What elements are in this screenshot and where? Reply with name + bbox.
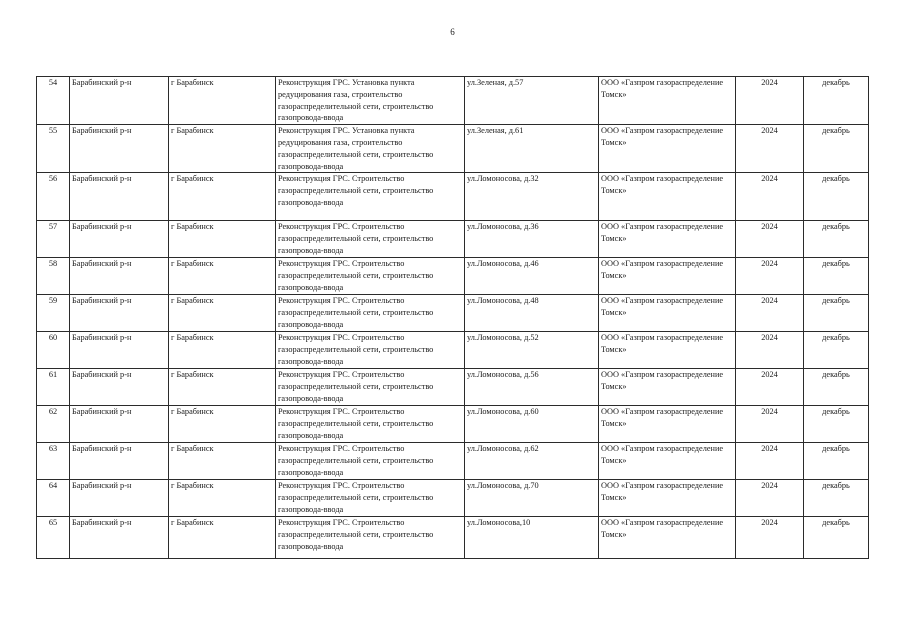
row-number: 64 <box>37 480 70 517</box>
month-cell: декабрь <box>804 77 869 125</box>
work-description-cell: Реконструкция ГРС. Строительство газораспределительной сети, строительство газопровода-ввода <box>276 258 465 295</box>
district-cell: Барабинский р-н <box>70 480 169 517</box>
address-cell: ул.Ломоносова, д.46 <box>465 258 599 295</box>
year-cell: 2024 <box>736 295 804 332</box>
work-description-cell: Реконструкция ГРС. Строительство газораспределительной сети, строительство газопровода-ввода <box>276 480 465 517</box>
year-cell: 2024 <box>736 332 804 369</box>
work-description-cell: Реконструкция ГРС. Строительство газораспределительной сети, строительство газопровода-ввода <box>276 406 465 443</box>
operator-cell: ООО «Газпром газораспределение Томск» <box>599 443 736 480</box>
operator-cell: ООО «Газпром газораспределение Томск» <box>599 480 736 517</box>
year-cell: 2024 <box>736 443 804 480</box>
month-cell: декабрь <box>804 258 869 295</box>
district-cell: Барабинский р-н <box>70 295 169 332</box>
address-cell: ул.Ломоносова, д.32 <box>465 173 599 221</box>
row-number: 60 <box>37 332 70 369</box>
operator-cell: ООО «Газпром газораспределение Томск» <box>599 517 736 559</box>
table-row <box>37 258 869 295</box>
operator-cell: ООО «Газпром газораспределение Томск» <box>599 173 736 221</box>
district-cell: Барабинский р-н <box>70 77 169 125</box>
address-cell: ул.Ломоносова, д.48 <box>465 295 599 332</box>
settlement-cell: г Барабинск <box>169 125 276 173</box>
settlement-cell: г Барабинск <box>169 221 276 258</box>
month-cell: декабрь <box>804 173 869 221</box>
row-number: 65 <box>37 517 70 559</box>
district-cell: Барабинский р-н <box>70 369 169 406</box>
operator-cell: ООО «Газпром газораспределение Томск» <box>599 369 736 406</box>
work-description-cell: Реконструкция ГРС. Строительство газораспределительной сети, строительство газопровода-ввода <box>276 443 465 480</box>
table-row <box>37 332 869 369</box>
year-cell: 2024 <box>736 173 804 221</box>
settlement-cell: г Барабинск <box>169 295 276 332</box>
row-number: 62 <box>37 406 70 443</box>
district-cell: Барабинский р-н <box>70 517 169 559</box>
address-cell: ул.Зеленая, д.57 <box>465 77 599 125</box>
table-row <box>37 295 869 332</box>
month-cell: декабрь <box>804 221 869 258</box>
operator-cell: ООО «Газпром газораспределение Томск» <box>599 125 736 173</box>
district-cell: Барабинский р-н <box>70 443 169 480</box>
district-cell: Барабинский р-н <box>70 221 169 258</box>
work-description-cell: Реконструкция ГРС. Строительство газораспределительной сети, строительство газопровода-ввода <box>276 369 465 406</box>
year-cell: 2024 <box>736 517 804 559</box>
row-number: 63 <box>37 443 70 480</box>
table-row <box>37 369 869 406</box>
year-cell: 2024 <box>736 480 804 517</box>
row-number: 58 <box>37 258 70 295</box>
address-cell: ул.Ломоносова, д.62 <box>465 443 599 480</box>
year-cell: 2024 <box>736 77 804 125</box>
month-cell: декабрь <box>804 480 869 517</box>
operator-cell: ООО «Газпром газораспределение Томск» <box>599 295 736 332</box>
year-cell: 2024 <box>736 221 804 258</box>
month-cell: декабрь <box>804 443 869 480</box>
gasification-schedule-table <box>36 76 869 559</box>
row-number: 59 <box>37 295 70 332</box>
address-cell: ул.Ломоносова, д.52 <box>465 332 599 369</box>
table-row <box>37 125 869 173</box>
work-description-cell: Реконструкция ГРС. Установка пункта редуцирования газа, строительство газораспределительной сети, строительство газопровода-ввода <box>276 77 465 125</box>
month-cell: декабрь <box>804 332 869 369</box>
settlement-cell: г Барабинск <box>169 480 276 517</box>
operator-cell: ООО «Газпром газораспределение Томск» <box>599 77 736 125</box>
work-description-cell: Реконструкция ГРС. Строительство газораспределительной сети, строительство газопровода-ввода <box>276 173 465 221</box>
settlement-cell: г Барабинск <box>169 77 276 125</box>
work-description-cell: Реконструкция ГРС. Строительство газораспределительной сети, строительство газопровода-ввода <box>276 517 465 559</box>
row-number: 61 <box>37 369 70 406</box>
row-number: 56 <box>37 173 70 221</box>
district-cell: Барабинский р-н <box>70 173 169 221</box>
work-description-cell: Реконструкция ГРС. Строительство газораспределительной сети, строительство газопровода-ввода <box>276 295 465 332</box>
settlement-cell: г Барабинск <box>169 406 276 443</box>
table-row <box>37 480 869 517</box>
work-description-cell: Реконструкция ГРС. Установка пункта редуцирования газа, строительство газораспределительной сети, строительство газопровода-ввода <box>276 125 465 173</box>
settlement-cell: г Барабинск <box>169 443 276 480</box>
district-cell: Барабинский р-н <box>70 406 169 443</box>
district-cell: Барабинский р-н <box>70 125 169 173</box>
address-cell: ул.Зеленая, д.61 <box>465 125 599 173</box>
settlement-cell: г Барабинск <box>169 369 276 406</box>
settlement-cell: г Барабинск <box>169 517 276 559</box>
operator-cell: ООО «Газпром газораспределение Томск» <box>599 406 736 443</box>
district-cell: Барабинский р-н <box>70 332 169 369</box>
district-cell: Барабинский р-н <box>70 258 169 295</box>
address-cell: ул.Ломоносова, д.60 <box>465 406 599 443</box>
work-description-cell: Реконструкция ГРС. Строительство газораспределительной сети, строительство газопровода-ввода <box>276 221 465 258</box>
operator-cell: ООО «Газпром газораспределение Томск» <box>599 332 736 369</box>
month-cell: декабрь <box>804 406 869 443</box>
table-row <box>37 517 869 559</box>
table-row <box>37 221 869 258</box>
settlement-cell: г Барабинск <box>169 173 276 221</box>
month-cell: декабрь <box>804 295 869 332</box>
address-cell: ул.Ломоносова, д.70 <box>465 480 599 517</box>
table-row <box>37 173 869 221</box>
month-cell: декабрь <box>804 125 869 173</box>
address-cell: ул.Ломоносова, д.56 <box>465 369 599 406</box>
table-row <box>37 443 869 480</box>
table-row <box>37 406 869 443</box>
month-cell: декабрь <box>804 517 869 559</box>
row-number: 57 <box>37 221 70 258</box>
settlement-cell: г Барабинск <box>169 258 276 295</box>
year-cell: 2024 <box>736 369 804 406</box>
operator-cell: ООО «Газпром газораспределение Томск» <box>599 258 736 295</box>
row-number: 54 <box>37 77 70 125</box>
year-cell: 2024 <box>736 258 804 295</box>
operator-cell: ООО «Газпром газораспределение Томск» <box>599 221 736 258</box>
month-cell: декабрь <box>804 369 869 406</box>
address-cell: ул.Ломоносова,10 <box>465 517 599 559</box>
page-number: 6 <box>450 27 455 37</box>
year-cell: 2024 <box>736 406 804 443</box>
settlement-cell: г Барабинск <box>169 332 276 369</box>
work-description-cell: Реконструкция ГРС. Строительство газораспределительной сети, строительство газопровода-ввода <box>276 332 465 369</box>
address-cell: ул.Ломоносова, д.36 <box>465 221 599 258</box>
table-row <box>37 77 869 125</box>
year-cell: 2024 <box>736 125 804 173</box>
row-number: 55 <box>37 125 70 173</box>
